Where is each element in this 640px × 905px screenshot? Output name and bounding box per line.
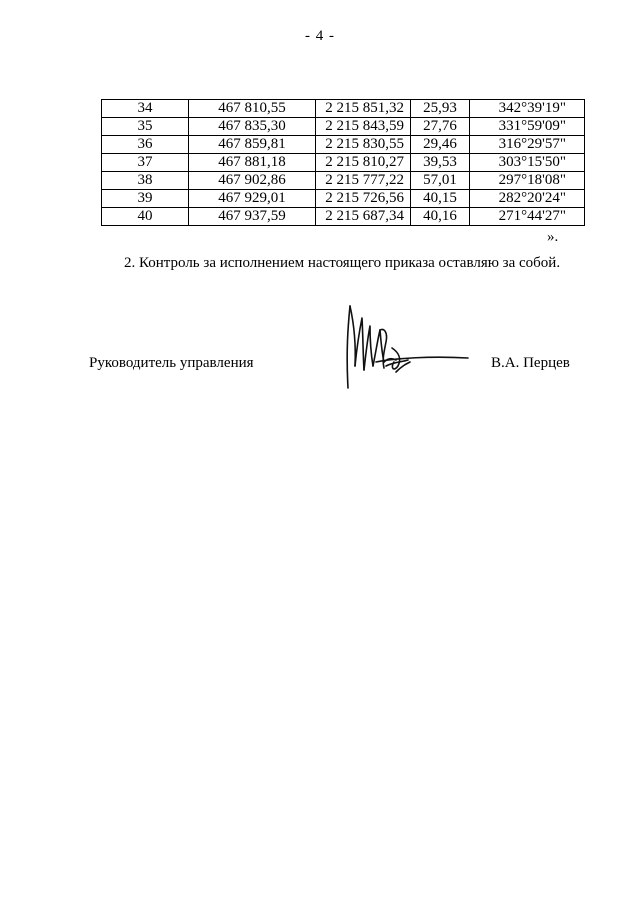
cell-y-coordinate: 2 215 810,27 xyxy=(316,154,411,172)
cell-point-number: 37 xyxy=(102,154,189,172)
cell-y-coordinate: 2 215 830,55 xyxy=(316,136,411,154)
table-row xyxy=(102,100,585,118)
signatory-title: Руководитель управления xyxy=(89,355,254,371)
cell-direction-angle: 316°29'57" xyxy=(470,136,585,154)
cell-direction-angle: 282°20'24" xyxy=(470,190,585,208)
cell-point-number: 36 xyxy=(102,136,189,154)
cell-x-coordinate: 467 810,55 xyxy=(189,100,316,118)
cell-y-coordinate: 2 215 726,56 xyxy=(316,190,411,208)
cell-point-number: 39 xyxy=(102,190,189,208)
cell-distance: 25,93 xyxy=(411,100,470,118)
cell-direction-angle: 303°15'50" xyxy=(470,154,585,172)
table-row xyxy=(102,190,585,208)
cell-x-coordinate: 467 859,81 xyxy=(189,136,316,154)
cell-point-number: 38 xyxy=(102,172,189,190)
table-row xyxy=(102,172,585,190)
cell-distance: 27,76 xyxy=(411,118,470,136)
cell-x-coordinate: 467 902,86 xyxy=(189,172,316,190)
cell-distance: 40,16 xyxy=(411,208,470,226)
cell-distance: 39,53 xyxy=(411,154,470,172)
cell-y-coordinate: 2 215 843,59 xyxy=(316,118,411,136)
signatory-name: В.А. Перцев xyxy=(491,355,570,371)
cell-point-number: 34 xyxy=(102,100,189,118)
cell-x-coordinate: 467 937,59 xyxy=(189,208,316,226)
cell-y-coordinate: 2 215 851,32 xyxy=(316,100,411,118)
page-number: - 4 - xyxy=(305,28,335,44)
cell-direction-angle: 271°44'27" xyxy=(470,208,585,226)
paragraph-2: 2. Контроль за исполнением настоящего приказа оставляю за собой. xyxy=(124,255,561,271)
cell-x-coordinate: 467 881,18 xyxy=(189,154,316,172)
cell-distance: 57,01 xyxy=(411,172,470,190)
cell-point-number: 35 xyxy=(102,118,189,136)
table-row xyxy=(102,208,585,226)
cell-direction-angle: 331°59'09" xyxy=(470,118,585,136)
coordinates-table xyxy=(101,99,585,226)
cell-direction-angle: 342°39'19" xyxy=(470,100,585,118)
closing-quote: ». xyxy=(547,229,559,245)
cell-y-coordinate: 2 215 777,22 xyxy=(316,172,411,190)
cell-distance: 29,46 xyxy=(411,136,470,154)
cell-y-coordinate: 2 215 687,34 xyxy=(316,208,411,226)
cell-distance: 40,15 xyxy=(411,190,470,208)
handwritten-signature xyxy=(336,296,476,396)
table-row xyxy=(102,154,585,172)
table-row xyxy=(102,118,585,136)
table-row xyxy=(102,136,585,154)
cell-point-number: 40 xyxy=(102,208,189,226)
cell-x-coordinate: 467 929,01 xyxy=(189,190,316,208)
cell-x-coordinate: 467 835,30 xyxy=(189,118,316,136)
cell-direction-angle: 297°18'08" xyxy=(470,172,585,190)
